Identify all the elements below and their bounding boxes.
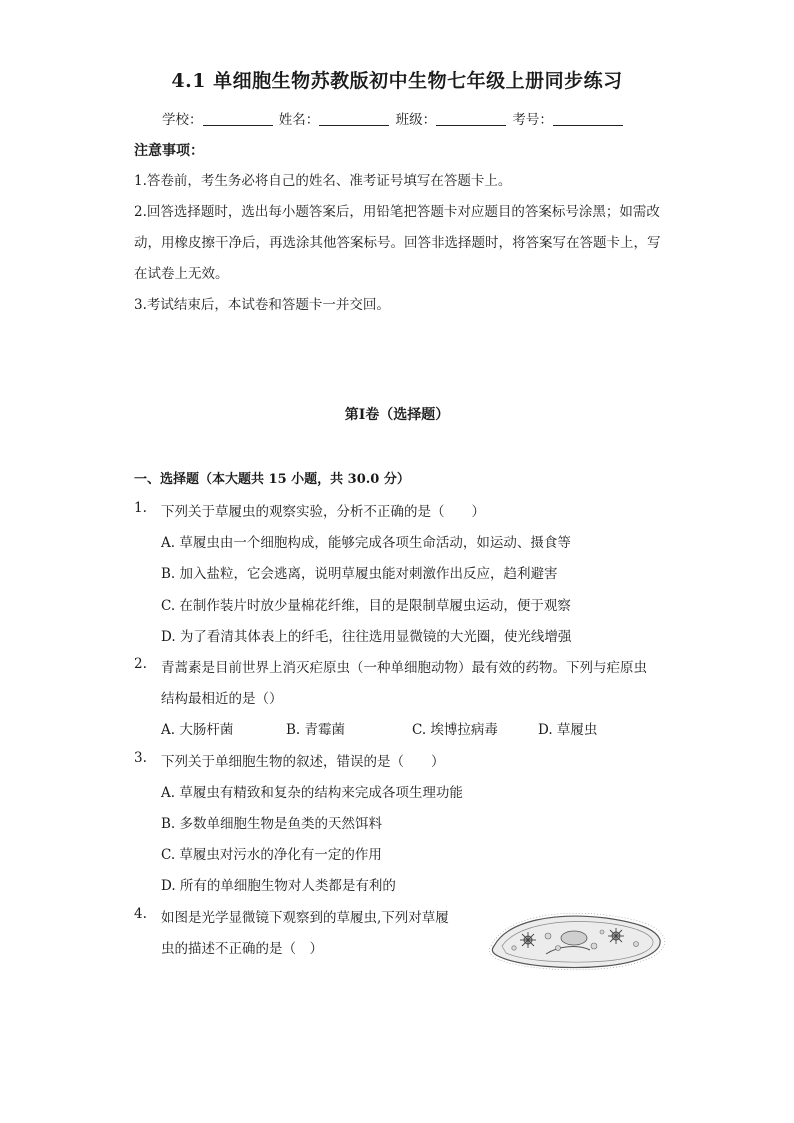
question-2-option-a[interactable]: A. 大肠杆菌 xyxy=(161,722,234,738)
name-label: 姓名： xyxy=(278,112,320,128)
question-3-option-c[interactable]: C. 草履虫对污水的净化有一定的作用 xyxy=(161,847,382,863)
question-1-number: 1. xyxy=(134,500,147,516)
name-blank[interactable] xyxy=(319,113,389,126)
school-label: 学校： xyxy=(162,112,203,128)
school-field[interactable] xyxy=(162,108,275,128)
question-4-number: 4. xyxy=(134,906,147,922)
contractile-vacuole-left xyxy=(520,932,536,948)
question-4-stem-line-2: 虫的描述不正确的是（ ） xyxy=(161,941,323,957)
question-3-stem: 下列关于单细胞生物的叙述，错误的是（ ） xyxy=(161,754,445,770)
question-3-option-a[interactable]: A. 草履虫有精致和复杂的结构来完成各项生理功能 xyxy=(161,785,463,801)
question-3-number: 3. xyxy=(134,750,147,766)
paramecium-image xyxy=(486,906,666,976)
school-blank[interactable] xyxy=(203,113,273,126)
question-2-number: 2. xyxy=(134,656,147,672)
question-1-option-c[interactable]: C. 在制作装片时放少量棉花纤维，目的是限制草履虫运动，便于观察 xyxy=(161,598,571,614)
question-1-stem: 下列关于草履虫的观察实验，分析不正确的是（ ） xyxy=(161,504,485,520)
class-blank[interactable] xyxy=(436,113,506,126)
question-1-option-a[interactable]: A. 草履虫由一个细胞构成，能够完成各项生命活动，如运动、摄食等 xyxy=(161,535,571,551)
section-title: 第I卷（选择题） xyxy=(344,407,450,423)
exam-number-label: 考号： xyxy=(512,112,553,128)
name-field[interactable] xyxy=(279,108,392,128)
question-4-stem-line-1: 如图是光学显微镜下观察到的草履虫,下列对草履 xyxy=(161,910,449,926)
page-title: 4.1 单细胞生物苏教版初中生物七年级上册同步练习 xyxy=(171,70,623,92)
exam-number-field[interactable] xyxy=(512,108,625,128)
question-1-option-b[interactable]: B. 加入盐粒，它会逃离，说明草履虫能对刺激作出反应，趋利避害 xyxy=(161,566,558,582)
paramecium-nucleus xyxy=(561,931,587,945)
notice-item-3: 3.考试结束后，本试卷和答题卡一并交回。 xyxy=(134,297,390,313)
part-heading: 一、选择题（本大题共 15 小题，共 30.0 分） xyxy=(134,472,410,487)
question-2-stem-line-1: 青蒿素是目前世界上消灭疟原虫（一种单细胞动物）最有效的药物。下列与疟原虫 xyxy=(161,660,647,676)
student-info-fields xyxy=(162,108,625,128)
class-label: 班级： xyxy=(395,112,437,128)
contractile-vacuole-right xyxy=(608,928,624,944)
question-2-option-c[interactable]: C. 埃博拉病毒 xyxy=(412,722,498,738)
question-2-option-d[interactable]: D. 草履虫 xyxy=(538,722,598,738)
notice-item-2: 2.回答选择题时，选出每小题答案后，用铅笔把答题卡对应题目的答案标号涂黑；如需改动，用橡皮擦干净后，再选涂其他答案标号。回答非选择题时，将答案写在答题卡上，写在试卷上无效。 xyxy=(134,204,661,282)
question-2-option-b[interactable]: B. 青霉菌 xyxy=(286,722,346,738)
question-2-stem-line-2: 结构最相近的是（） xyxy=(161,691,283,707)
class-field[interactable] xyxy=(396,108,509,128)
question-3-option-d[interactable]: D. 所有的单细胞生物对人类都是有利的 xyxy=(161,878,396,894)
exam-number-blank[interactable] xyxy=(553,113,623,126)
notice-item-1: 1.答卷前，考生务必将自己的姓名、准考证号填写在答题卡上。 xyxy=(134,173,512,189)
question-1-option-d[interactable]: D. 为了看清其体表上的纤毛，往往选用显微镜的大光圈，使光线增强 xyxy=(161,629,572,645)
question-3-option-b[interactable]: B. 多数单细胞生物是鱼类的天然饵料 xyxy=(161,816,383,832)
notice-heading: 注意事项： xyxy=(134,143,204,159)
